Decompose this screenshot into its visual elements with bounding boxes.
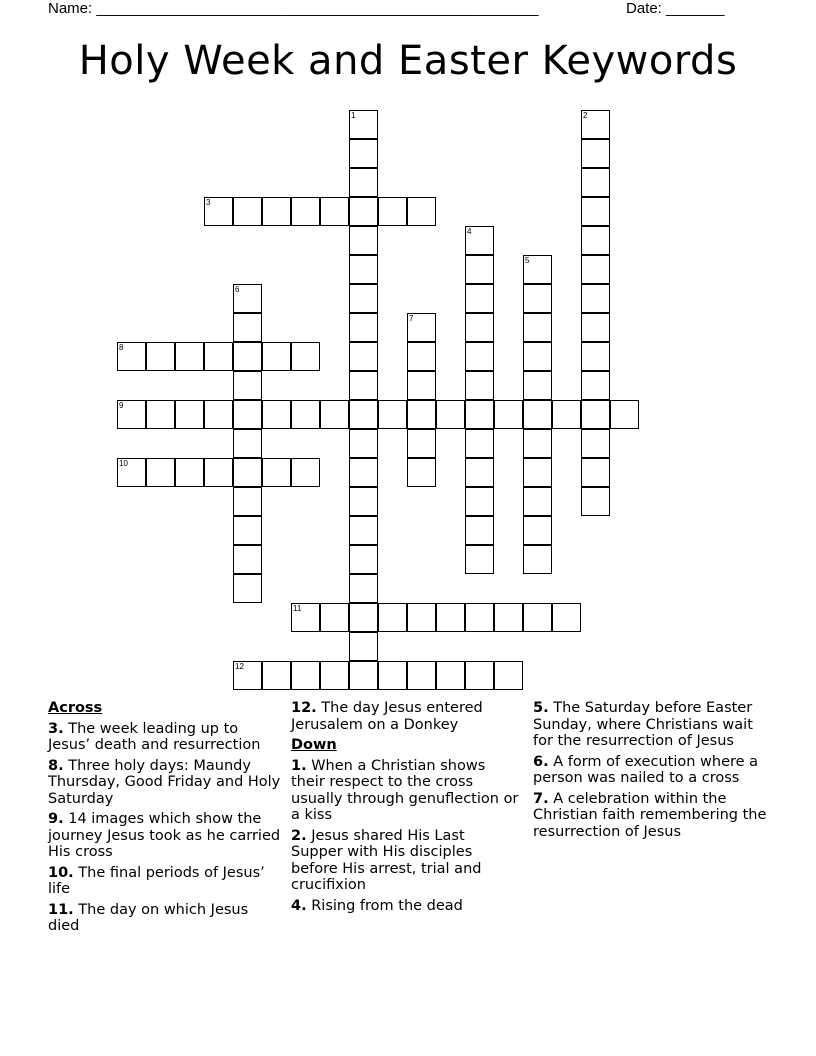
grid-cell[interactable] (465, 226, 494, 255)
grid-cell[interactable] (523, 429, 552, 458)
grid-cell[interactable] (291, 400, 320, 429)
clue-number-label: 1 (351, 111, 356, 120)
grid-cell[interactable] (262, 400, 291, 429)
grid-cell[interactable] (291, 661, 320, 690)
grid-cell[interactable] (494, 661, 523, 690)
clue-number-label: 12 (235, 662, 244, 671)
grid-cell[interactable] (523, 516, 552, 545)
grid-cell[interactable] (204, 400, 233, 429)
grid-cell[interactable] (407, 400, 436, 429)
grid-cell[interactable] (494, 400, 523, 429)
page-title: Holy Week and Easter Keywords (78, 38, 738, 84)
grid-cell[interactable] (523, 342, 552, 371)
grid-cell[interactable] (233, 342, 262, 371)
grid-cell[interactable] (262, 342, 291, 371)
clue-number-label: 2 (583, 111, 588, 120)
grid-cell[interactable] (436, 661, 465, 690)
clue-down-2: 2. Jesus shared His Last Supper with His disciples before His arrest, trial and crucifixion (291, 827, 482, 893)
header (48, 0, 748, 20)
grid-cell[interactable] (407, 603, 436, 632)
grid-cell[interactable] (465, 545, 494, 574)
grid-cell[interactable] (349, 603, 378, 632)
grid-cell[interactable] (581, 255, 610, 284)
grid-cell[interactable] (407, 371, 436, 400)
grid-cell[interactable] (581, 342, 610, 371)
grid-cell[interactable] (233, 487, 262, 516)
grid-cell[interactable] (349, 516, 378, 545)
grid-cell[interactable] (233, 313, 262, 342)
grid-cell[interactable] (465, 371, 494, 400)
grid-cell[interactable] (523, 371, 552, 400)
grid-cell[interactable] (262, 661, 291, 690)
grid-cell[interactable] (349, 226, 378, 255)
grid-cell[interactable] (349, 342, 378, 371)
grid-cell[interactable] (465, 487, 494, 516)
grid-cell[interactable] (349, 255, 378, 284)
grid-cell[interactable] (407, 429, 436, 458)
grid-cell[interactable] (117, 342, 146, 371)
clue-down-4: 4. Rising from the dead (291, 897, 463, 914)
grid-cell[interactable] (378, 400, 407, 429)
clue-across-11: 11. The day on which Jesus died (48, 901, 249, 934)
grid-cell[interactable] (233, 429, 262, 458)
grid-cell[interactable] (407, 313, 436, 342)
grid-cell[interactable] (523, 487, 552, 516)
grid-cell[interactable] (581, 226, 610, 255)
grid-cell[interactable] (581, 313, 610, 342)
grid-cell[interactable] (204, 342, 233, 371)
grid-cell[interactable] (407, 197, 436, 226)
grid-cell[interactable] (349, 661, 378, 690)
grid-cell[interactable] (407, 661, 436, 690)
grid-cell[interactable] (581, 284, 610, 313)
grid-cell[interactable] (465, 284, 494, 313)
grid-cell[interactable] (349, 110, 378, 139)
grid-cell[interactable] (146, 342, 175, 371)
grid-cell[interactable] (465, 429, 494, 458)
grid-cell[interactable] (523, 458, 552, 487)
grid-cell[interactable] (552, 603, 581, 632)
grid-cell[interactable] (175, 458, 204, 487)
grid-cell[interactable] (523, 284, 552, 313)
grid-cell[interactable] (291, 458, 320, 487)
grid-cell[interactable] (581, 197, 610, 226)
clue-number-label: 8 (119, 343, 124, 352)
grid-cell[interactable] (378, 661, 407, 690)
clue-number-label: 3 (206, 198, 211, 207)
grid-cell[interactable] (117, 458, 146, 487)
grid-cell[interactable] (523, 255, 552, 284)
grid-cell[interactable] (523, 313, 552, 342)
grid-cell[interactable] (581, 429, 610, 458)
grid-cell[interactable] (581, 168, 610, 197)
clues-column-1 (48, 700, 284, 939)
clue-down-6: 6. A form of execution where a person was nailed to a cross (533, 753, 759, 786)
grid-cell[interactable] (320, 603, 349, 632)
grid-cell[interactable] (523, 545, 552, 574)
grid-cell[interactable] (233, 197, 262, 226)
grid-cell[interactable] (320, 661, 349, 690)
grid-cell[interactable] (262, 458, 291, 487)
clue-number-label: 7 (409, 314, 414, 323)
grid-cell[interactable] (581, 458, 610, 487)
grid-cell[interactable] (407, 342, 436, 371)
grid-cell[interactable] (233, 458, 262, 487)
grid-cell[interactable] (581, 371, 610, 400)
grid-cell[interactable] (204, 458, 233, 487)
clue-down-7: 7. A celebration within the Christian faith remembering the resurrection of Jesus (533, 790, 767, 840)
grid-cell[interactable] (465, 313, 494, 342)
grid-cell[interactable] (262, 197, 291, 226)
grid-cell[interactable] (349, 429, 378, 458)
clue-across-8: 8. Three holy days: Maundy Thursday, Good Friday and Holy Saturday (48, 757, 281, 807)
grid-cell[interactable] (175, 342, 204, 371)
grid-cell[interactable] (610, 400, 639, 429)
grid-cell[interactable] (291, 342, 320, 371)
grid-cell[interactable] (349, 139, 378, 168)
clue-across-12: 12. The day Jesus entered Jerusalem on a Donkey (291, 700, 483, 733)
grid-cell[interactable] (523, 603, 552, 632)
clue-number-label: 9 (119, 401, 124, 410)
grid-cell[interactable] (436, 400, 465, 429)
grid-cell[interactable] (494, 603, 523, 632)
grid-cell[interactable] (465, 516, 494, 545)
clue-number-label: 11 (293, 604, 302, 613)
clue-across-9: 9. 14 images which show the journey Jesus took as he carried His cross (48, 811, 281, 860)
grid-cell[interactable] (465, 342, 494, 371)
grid-cell[interactable] (349, 458, 378, 487)
grid-cell[interactable] (349, 545, 378, 574)
grid-cell[interactable] (233, 516, 262, 545)
grid-cell[interactable] (349, 197, 378, 226)
grid-cell[interactable] (233, 545, 262, 574)
grid-cell[interactable] (436, 603, 465, 632)
clue-number-label: 10 (119, 459, 128, 468)
grid-cell[interactable] (233, 661, 262, 690)
clue-down-5: 5. The Saturday before Easter Sunday, where Christians wait for the resurrection of Jesus (533, 700, 753, 749)
grid-cell[interactable] (581, 400, 610, 429)
grid-cell[interactable] (349, 574, 378, 603)
grid-cell[interactable] (465, 400, 494, 429)
grid-cell[interactable] (465, 603, 494, 632)
grid-cell[interactable] (291, 603, 320, 632)
grid-cell[interactable] (233, 371, 262, 400)
grid-cell[interactable] (291, 197, 320, 226)
name-line: Name: _____________________________________________________ (48, 0, 539, 17)
grid-cell[interactable] (233, 574, 262, 603)
grid-cell[interactable] (349, 168, 378, 197)
grid-cell[interactable] (117, 400, 146, 429)
grid-cell[interactable] (146, 400, 175, 429)
clue-number-label: 5 (525, 256, 530, 265)
grid-cell[interactable] (349, 487, 378, 516)
grid-cell[interactable] (320, 197, 349, 226)
clue-across-10: 10. The final periods of Jesus’ life (48, 864, 265, 897)
grid-cell[interactable] (552, 400, 581, 429)
grid-cell[interactable] (349, 313, 378, 342)
down-heading: Down (291, 737, 337, 753)
across-heading: Across (48, 700, 103, 716)
grid-cell[interactable] (233, 284, 262, 313)
grid-cell[interactable] (465, 255, 494, 284)
grid-cell[interactable] (523, 400, 552, 429)
clue-across-3: 3. The week leading up to Jesus’ death and resurrection (48, 720, 261, 753)
grid-cell[interactable] (378, 603, 407, 632)
clue-number-label: 6 (235, 285, 240, 294)
grid-cell[interactable] (146, 458, 175, 487)
clue-number-label: 4 (467, 227, 472, 236)
grid-cell[interactable] (465, 661, 494, 690)
grid-cell[interactable] (581, 110, 610, 139)
grid-cell[interactable] (581, 487, 610, 516)
grid-cell[interactable] (349, 284, 378, 313)
grid-cell[interactable] (349, 632, 378, 661)
grid-cell[interactable] (175, 400, 204, 429)
grid-cell[interactable] (233, 400, 262, 429)
date-line: Date: _______ (626, 0, 725, 17)
grid-cell[interactable] (581, 139, 610, 168)
grid-cell[interactable] (349, 400, 378, 429)
clues-column-2 (291, 700, 519, 918)
grid-cell[interactable] (204, 197, 233, 226)
clue-down-1: 1. When a Christian shows their respect to the cross usually through genuflection or a kiss (291, 757, 519, 823)
grid-cell[interactable] (407, 458, 436, 487)
clues-column-3 (533, 700, 773, 844)
grid-cell[interactable] (349, 371, 378, 400)
grid-cell[interactable] (378, 197, 407, 226)
grid-cell[interactable] (465, 458, 494, 487)
grid-cell[interactable] (320, 400, 349, 429)
